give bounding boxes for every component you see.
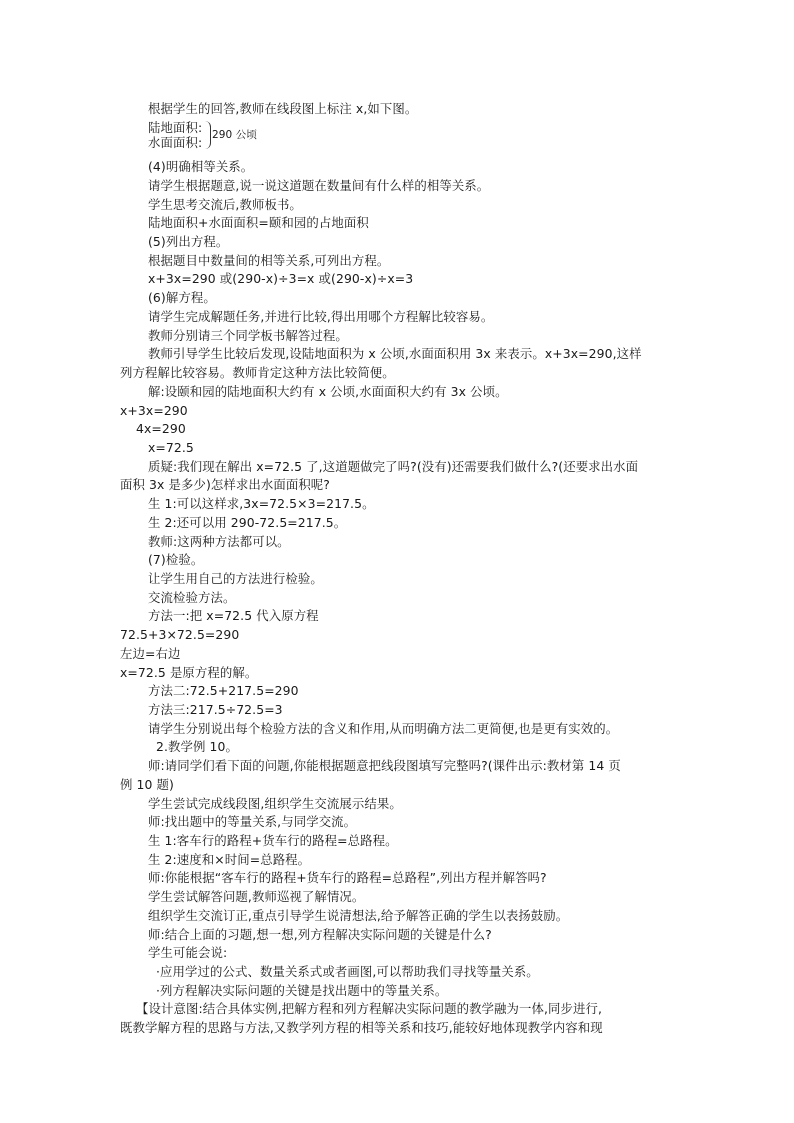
diagram-label-water: 水面面积:: [148, 135, 203, 150]
paragraph-line: 【设计意图:结合具体实例,把解方程和列方程解决实际问题的教学融为一体,同步进行,: [136, 1001, 603, 1016]
paragraph-line: 生 2:还可以用 290-72.5=217.5。: [148, 515, 347, 530]
paragraph-line: 学生可能会说:: [148, 945, 228, 960]
paragraph-line: 列方程解比较容易。教师肯定这种方法比较简便。: [120, 365, 395, 380]
diagram-label-land: 陆地面积:: [148, 120, 203, 135]
paragraph-line: 让学生用自己的方法进行检验。: [148, 571, 323, 586]
equation-line: x+3x=290: [120, 403, 188, 418]
paragraph-line: 教师引导学生比较后发现,设陆地面积为 x 公顷,水面面积用 3x 来表示。x+3x=290,这样: [148, 346, 642, 361]
paragraph-line: 例 10 题): [120, 777, 174, 792]
paragraph-line: 质疑:我们现在解出 x=72.5 了,这道题做完了吗?(没有)还需要我们做什么?(还要求出水面: [148, 459, 639, 474]
step-heading: (5)列出方程。: [148, 234, 229, 249]
paragraph-line: 解:设颐和园的陆地面积大约有 x 公顷,水面面积大约有 3x 公顷。: [148, 384, 508, 399]
paragraph-line: 请学生完成解题任务,并进行比较,得出用哪个方程解比较容易。: [148, 309, 494, 324]
paragraph-line: 根据题目中数量间的相等关系,可列出方程。: [148, 253, 390, 268]
step-heading: (6)解方程。: [148, 290, 216, 305]
paragraph-line: 根据学生的回答,教师在线段图上标注 x,如下图。: [148, 101, 418, 116]
paragraph-line: 生 2:速度和×时间=总路程。: [148, 852, 311, 867]
paragraph-line: 学生思考交流后,教师板书。: [148, 197, 302, 212]
equation-line: x=72.5 是原方程的解。: [120, 665, 258, 680]
equation-line: 72.5+3×72.5=290: [120, 627, 240, 642]
paragraph-line: 方法一:把 x=72.5 代入原方程: [148, 608, 319, 623]
paragraph-line: 生 1:客车行的路程+货车行的路程=总路程。: [148, 833, 398, 848]
equation-line: x=72.5: [148, 440, 194, 455]
paragraph-line: 教师分别请三个同学板书解答过程。: [148, 328, 348, 343]
bullet-line: ·列方程解决实际问题的关键是找出题中的等量关系。: [156, 983, 448, 998]
paragraph-line: 师:结合上面的习题,想一想,列方程解决实际问题的关键是什么?: [148, 927, 492, 942]
step-heading: (7)检验。: [148, 552, 204, 567]
paragraph-line: 既教学解方程的思路与方法,又教学列方程的相等关系和技巧,能较好地体现教学内容和现: [120, 1020, 603, 1035]
paragraph-line: 师:找出题中的等量关系,与同学交流。: [148, 814, 357, 829]
step-heading: (4)明确相等关系。: [148, 159, 254, 174]
bullet-line: ·应用学过的公式、数量关系式或者画图,可以帮助我们寻找等量关系。: [156, 964, 539, 979]
diagram-total-label: 290 公顷: [212, 129, 257, 141]
paragraph-line: 面积 3x 是多少)怎样求出水面面积呢?: [120, 477, 330, 492]
section-heading: 2.教学例 10。: [156, 739, 238, 754]
equation-line: 陆地面积+水面面积=颐和园的占地面积: [148, 215, 369, 230]
equation-line: x+3x=290 或(290-x)÷3=x 或(290-x)÷x=3: [148, 271, 414, 286]
paragraph-line: 师:请同学们看下面的问题,你能根据题意把线段图填写完整吗?(课件出示:教材第 14 页: [148, 758, 621, 773]
paragraph-line: 生 1:可以这样求,3x=72.5×3=217.5。: [148, 496, 375, 511]
paragraph-line: 组织学生交流订正,重点引导学生说清想法,给予解答正确的学生以表扬鼓励。: [148, 908, 569, 923]
paragraph-line: 师:你能根据“客车行的路程+货车行的路程=总路程”,列出方程并解答吗?: [148, 870, 547, 885]
brace-icon: [205, 121, 211, 149]
paragraph-line: 学生尝试完成线段图,组织学生交流展示结果。: [148, 796, 402, 811]
paragraph-line: 学生尝试解答问题,教师巡视了解情况。: [148, 889, 365, 904]
paragraph-line: 方法二:72.5+217.5=290: [148, 683, 299, 698]
equation-line: 左边=右边: [120, 646, 181, 661]
paragraph-line: 教师:这两种方法都可以。: [148, 534, 290, 549]
paragraph-line: 请学生分别说出每个检验方法的含义和作用,从而明确方法二更简便,也是更有实效的。: [148, 721, 619, 736]
paragraph-line: 请学生根据题意,说一说这道题在数量间有什么样的相等关系。: [148, 178, 490, 193]
paragraph-line: 方法三:217.5÷72.5=3: [148, 702, 283, 717]
paragraph-line: 交流检验方法。: [148, 590, 236, 605]
equation-line: 4x=290: [136, 421, 186, 436]
